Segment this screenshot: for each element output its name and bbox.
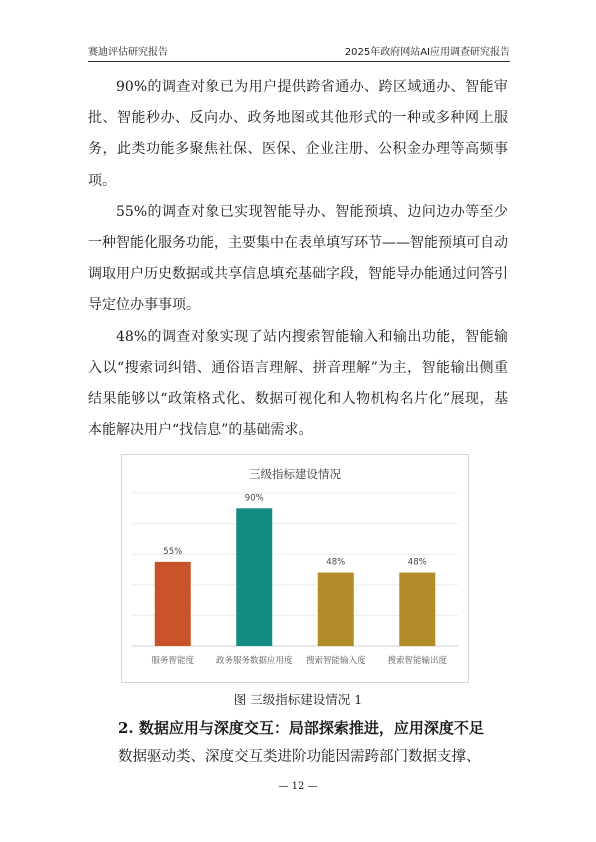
data-label: 48% <box>326 557 346 568</box>
bar <box>318 573 354 646</box>
bar-chart <box>121 454 469 683</box>
chart-canvas <box>122 455 468 682</box>
category-label: 服务智能度 <box>151 656 195 666</box>
bar <box>155 562 191 646</box>
page-number: — 12 — <box>278 781 318 792</box>
paragraph-search: 48%的调查对象实现了站内搜索智能输入和输出功能，智能输入以“搜索词纠错、通俗语言理解、拼音理解”为主，智能输出侧重结果能够以“政策格式化、数据可视化和人物机构名片化”展现，基本能解决用户“找信息”的基础需求。 <box>88 328 508 439</box>
section-heading: 2. 数据应用与深度交互：局部探索推进，应用深度不足 <box>118 719 484 737</box>
header-rule <box>88 61 510 62</box>
bar <box>399 573 435 646</box>
data-label: 90% <box>244 493 264 504</box>
category-label: 搜索智能输出度 <box>387 656 448 666</box>
data-label: 55% <box>163 546 183 557</box>
continuation-text: 数据驱动类、深度交互类进阶功能因需跨部门数据支撑、 <box>118 749 481 765</box>
body-text <box>88 72 508 446</box>
figure-caption: 图 三级指标建设情况 1 <box>233 692 363 707</box>
category-label: 政务服务数据应用度 <box>215 656 293 666</box>
header-right: 2025年政府网站AI应用调查研究报告 <box>344 47 510 58</box>
header-left: 赛迪评估研究报告 <box>88 47 168 58</box>
category-label: 搜索智能输入度 <box>305 656 366 666</box>
data-label: 48% <box>407 557 427 568</box>
bar <box>236 508 272 646</box>
chart-title: 三级指标建设情况 <box>249 467 341 481</box>
paragraph-smart-guide: 55%的调查对象已实现智能导办、智能预填、边问边办等至少一种智能化服务功能，主要集中在表单填写环节——智能预填可自动调取用户历史数据或共享信息填充基础字段，智能导办能通过问答引导定位办事事项。 <box>88 203 508 314</box>
paragraph-services: 90%的调查对象已为用户提供跨省通办、跨区域通办、智能审批、智能秒办、反向办、政务地图或其他形式的一种或多种网上服务，此类功能多聚焦社保、医保、企业注册、公积金办理等高频事项。 <box>88 79 508 189</box>
running-header <box>88 40 510 58</box>
